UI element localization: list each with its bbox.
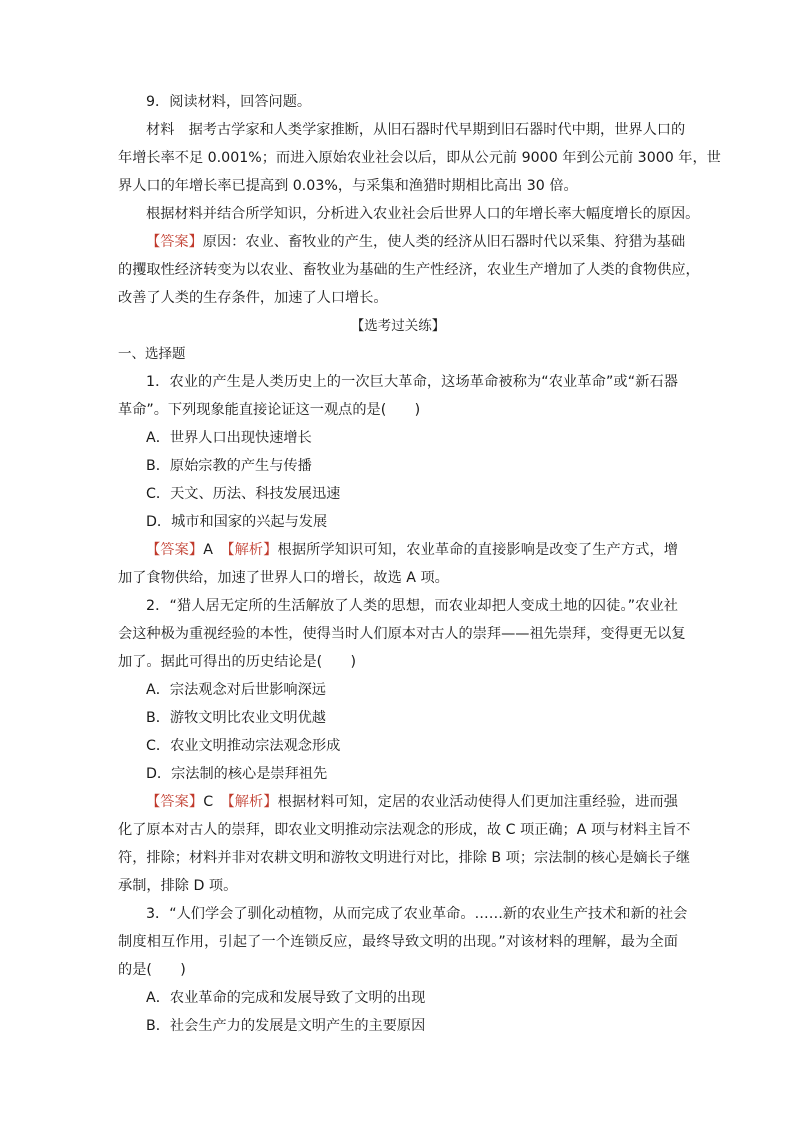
q2-stem-line: 会这种极为重视经验的本性，使得当时人们原本对古人的崇拜——祖先崇拜，变得更无以复 [118, 626, 686, 642]
q1-analysis-line: 加了食物供给，加速了世界人口的增长，故选 A 项。 [118, 570, 449, 586]
q9-answer-line [118, 228, 686, 256]
q3-stem-line: 3．“人们学会了驯化动植物，从而完成了农业革命。……新的农业生产技术和新的社会 [146, 906, 688, 922]
q9-answer-text: 原因：农业、畜牧业的产生，使人类的经济从旧石器时代以采集、狩猎为基础 [202, 234, 686, 250]
q2-answer-letter: C [203, 794, 214, 810]
q2-option-d: D．宗法制的核心是崇拜祖先 [146, 766, 328, 782]
q3-stem-line: 的是( ) [118, 962, 186, 978]
q9-material-line: 界人口的年增长率已提高到 0.03%，与采集和渔猎时期相比高出 30 倍。 [118, 178, 578, 194]
answer-tag: 【答案】 [146, 234, 203, 250]
q2-analysis-line: 化了原本对古人的崇拜，即农业文明推动宗法观念的形成，故 C 项正确；A 项与材料主旨不 [118, 822, 691, 838]
q9-answer-line: 改善了人类的生存条件，加速了人口增长。 [118, 290, 388, 306]
q1-answer-letter: A [203, 542, 213, 558]
q1-analysis-text: 根据所学知识可知，农业革命的直接影响是改变了生产方式，增 [277, 542, 678, 558]
q2-option-b: B．游牧文明比农业文明优越 [146, 710, 326, 726]
q2-option-c: C．农业文明推动宗法观念形成 [146, 738, 341, 754]
q9-material-line: 材料 据考古学家和人类学家推断，从旧石器时代早期到旧石器时代中期，世界人口的 [146, 122, 686, 138]
q9-material-line: 年增长率不足 0.001%；而进入原始农业社会以后，即从公元前 9000 年到公元前 3000 年，世 [118, 150, 721, 166]
q1-option-a: A．世界人口出现快速增长 [146, 430, 312, 446]
answer-tag: 【答案】 [146, 542, 204, 558]
q9-question: 根据材料并结合所学知识，分析进入农业社会后世界人口的年增长率大幅度增长的原因。 [146, 206, 700, 222]
q2-stem-line: 2．“猎人居无定所的生活解放了人类的思想，而农业却把人变成土地的囚徒。”农业社 [146, 598, 678, 614]
q2-option-a: A．宗法观念对后世影响深远 [146, 682, 326, 698]
q1-answer-line [118, 536, 678, 564]
q3-option-b: B．社会生产力的发展是文明产生的主要原因 [146, 1018, 426, 1034]
q9-title: 9．阅读材料，回答问题。 [146, 94, 312, 110]
q2-analysis-line: 承制，排除 D 项。 [118, 878, 238, 894]
document-page [118, 88, 721, 1040]
q1-option-c: C．天文、历法、科技发展迅速 [146, 486, 341, 502]
q3-option-a: A．农业革命的完成和发展导致了文明的出现 [146, 990, 426, 1006]
q1-stem-line: 革命”。下列现象能直接论证这一观点的是( ) [118, 402, 421, 418]
q1-option-b: B．原始宗教的产生与传播 [146, 458, 312, 474]
q1-stem-line: 1．农业的产生是人类历史上的一次巨大革命，这场革命被称为“农业革命”或“新石器 [146, 374, 678, 390]
analysis-tag: 【解析】 [227, 794, 278, 810]
q2-stem-line: 加了。据此可得出的历史结论是( ) [118, 654, 357, 670]
q2-answer-line [118, 788, 678, 816]
section-title: 【选考过关练】 [350, 318, 446, 334]
q2-analysis-text: 根据材料可知，定居的农业活动使得人们更加注重经验，进而强 [277, 794, 678, 810]
q2-analysis-line: 符，排除；材料并非对农耕文明和游牧文明进行对比，排除 B 项；宗法制的核心是嫡长子继 [118, 850, 691, 866]
q1-option-d: D．城市和国家的兴起与发展 [146, 514, 328, 530]
answer-tag: 【答案】 [146, 794, 204, 810]
analysis-tag: 【解析】 [227, 542, 278, 558]
part-title: 一、选择题 [118, 346, 186, 362]
q3-stem-line: 制度相互作用，引起了一个连锁反应，最终导致文明的出现。”对该材料的理解，最为全面 [118, 934, 678, 950]
q9-answer-line: 的攫取性经济转变为以农业、畜牧业为基础的生产性经济，农业生产增加了人类的食物供应， [118, 262, 700, 278]
